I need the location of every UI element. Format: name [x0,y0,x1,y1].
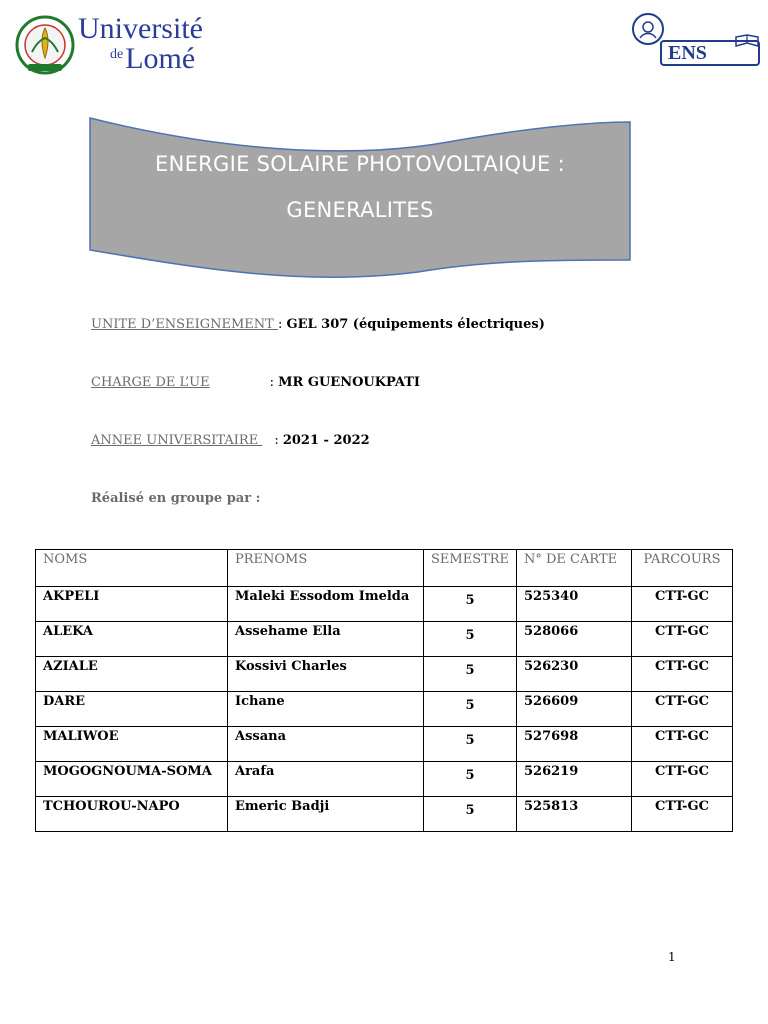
cell-prenom: Assana [228,727,424,762]
course-unit-line [91,317,545,332]
cell-nom: AZIALE [36,657,228,692]
cell-nom: MOGOGNOUMA-SOMA [36,762,228,797]
book-icon [734,34,760,48]
course-lecturer-separator: : [269,375,279,390]
cell-parcours: CTT-GC [632,797,733,832]
academic-year-separator: : [274,433,283,448]
header-parcours: PARCOURS [632,550,733,587]
cell-carte: 528066 [517,622,632,657]
cell-semestre: 5 [424,762,517,797]
university-name-line1: Université [78,12,203,45]
cell-carte: 527698 [517,727,632,762]
table-row [36,622,733,657]
course-lecturer-line [91,375,420,390]
course-unit-value: GEL 307 (équipements électriques) [286,317,545,332]
university-emblem-icon [14,14,76,76]
cell-prenom: Kossivi Charles [228,657,424,692]
cell-semestre: 5 [424,657,517,692]
cell-prenom: Ichane [228,692,424,727]
members-table [35,549,733,832]
banner-title-line1: ENERGIE SOLAIRE PHOTOVOLTAIQUE : [155,152,565,176]
title-banner [88,110,632,280]
university-logo [14,10,214,74]
cell-carte: 526609 [517,692,632,727]
university-name-lome: Lomé [125,42,196,75]
cell-parcours: CTT-GC [632,622,733,657]
cell-semestre: 5 [424,622,517,657]
cell-semestre: 5 [424,587,517,622]
cell-nom: AKPELI [36,587,228,622]
page-number: 1 [668,950,676,964]
course-lecturer-label: CHARGE DE L’UE [91,375,210,390]
ens-label: ENS [668,42,707,64]
cell-carte: 526230 [517,657,632,692]
header-noms: NOMS [36,550,228,587]
header-prenoms: PRENOMS [228,550,424,587]
banner-title-line2: GENERALITES [286,198,434,222]
cell-nom: DARE [36,692,228,727]
cell-parcours: CTT-GC [632,657,733,692]
table-row [36,657,733,692]
table-row [36,762,733,797]
course-unit-label: UNITE D’ENSEIGNEMENT [91,317,278,332]
header-semestre: SEMESTRE [424,550,517,587]
academic-year-value: 2021 - 2022 [282,433,370,448]
cell-carte: 526219 [517,762,632,797]
table-row [36,587,733,622]
cell-prenom: Maleki Essodom Imelda [228,587,424,622]
cell-semestre: 5 [424,727,517,762]
cell-nom: ALEKA [36,622,228,657]
table-row [36,692,733,727]
cell-parcours: CTT-GC [632,692,733,727]
cell-nom: MALIWOE [36,727,228,762]
cell-prenom: Emeric Badji [228,797,424,832]
academic-year-line [91,433,370,448]
academic-year-label: ANNEE UNIVERSITAIRE [91,433,263,448]
cell-parcours: CTT-GC [632,762,733,797]
cell-parcours: CTT-GC [632,587,733,622]
cell-semestre: 5 [424,692,517,727]
cell-carte: 525340 [517,587,632,622]
course-lecturer-value: MR GUENOUKPATI [278,375,420,390]
cell-nom: TCHOUROU-NAPO [36,797,228,832]
university-name-line2 [110,40,195,74]
table-row [36,797,733,832]
cell-parcours: CTT-GC [632,727,733,762]
ens-logo [626,12,764,68]
university-name-de: de [110,47,124,62]
header-carte: N° DE CARTE [517,550,632,587]
cell-prenom: Arafa [228,762,424,797]
group-intro-text: Réalisé en groupe par : [91,491,261,506]
cell-prenom: Assehame Ella [228,622,424,657]
table-row [36,727,733,762]
cell-semestre: 5 [424,797,517,832]
course-unit-separator: : [277,317,287,332]
cell-carte: 525813 [517,797,632,832]
table-header-row [36,550,733,587]
